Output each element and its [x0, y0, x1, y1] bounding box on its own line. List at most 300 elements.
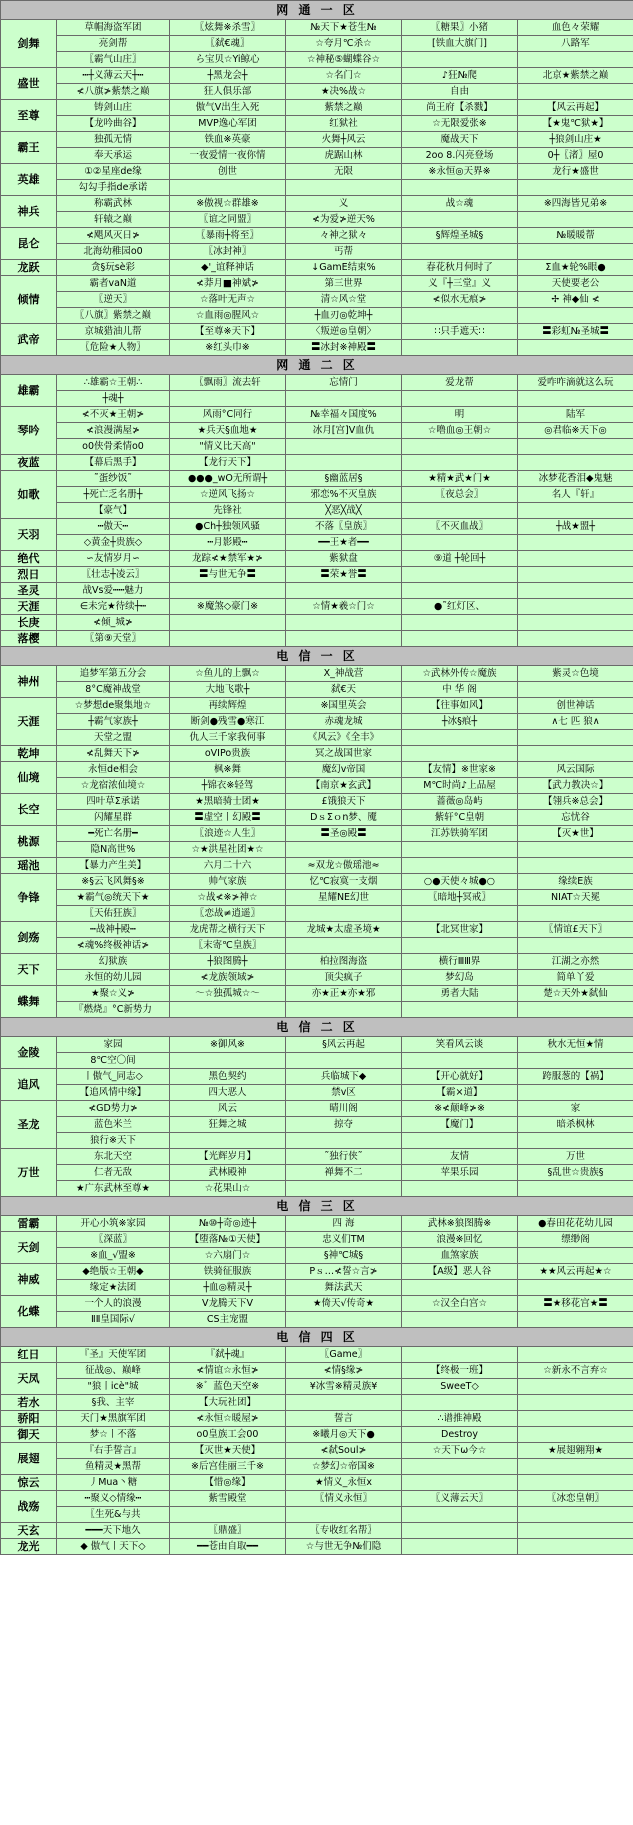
server-name: 霸王: [1, 132, 57, 164]
guild-cell: ★精★武★门★: [402, 471, 518, 487]
guild-cell: [402, 858, 518, 874]
guild-cell: 々神之狱々: [286, 228, 402, 244]
table-row: [1, 874, 633, 890]
guild-cell: 江湖之亦然: [518, 954, 633, 970]
guild-cell: [402, 535, 518, 551]
guild-cell: 再续辉煌: [170, 698, 286, 714]
guild-cell: NIAT☆天冕: [518, 890, 633, 906]
section-header-row: [1, 647, 633, 666]
guild-cell: 魔幻v帝国: [286, 762, 402, 778]
server-name: 仙境: [1, 762, 57, 794]
table-row: [1, 826, 633, 842]
guild-cell: 〖天佑狂族〗: [57, 906, 170, 922]
guild-cell: [402, 1459, 518, 1475]
guild-cell: 一个人的浪漫: [57, 1296, 170, 1312]
table-row: [1, 1491, 633, 1507]
guild-cell: [402, 244, 518, 260]
guild-cell: ※゛蓝色天空※: [170, 1379, 286, 1395]
guild-cell: №天下★苍生№: [286, 20, 402, 36]
guild-cell: 『燃烧』°C新势力: [57, 1002, 170, 1018]
guild-cell: 赤魂龙城: [286, 714, 402, 730]
guild-cell: 征战◎、巅峰: [57, 1363, 170, 1379]
guild-cell: 秋水无恒★情: [518, 1037, 633, 1053]
guild-cell: 隐N高世%: [57, 842, 170, 858]
table-row: [1, 68, 633, 84]
server-name: 雄霸: [1, 375, 57, 407]
server-name: 乾坤: [1, 746, 57, 762]
guild-cell: 〖霸气山庄〗: [57, 52, 170, 68]
table-row: [1, 20, 633, 36]
guild-cell: 笑看风云谈: [402, 1037, 518, 1053]
guild-cell: 8°C魔神战堂: [57, 682, 170, 698]
guild-cell: 【友情】※世家※: [402, 762, 518, 778]
guild-cell: 傲气V出生入死: [170, 100, 286, 116]
guild-cell: §辉煌圣城§: [402, 228, 518, 244]
guild-cell: ★霸气◎统天下★: [57, 890, 170, 906]
guild-cell: [518, 439, 633, 455]
guild-cell: 缘续E族: [518, 874, 633, 890]
guild-cell: ※御风※: [170, 1037, 286, 1053]
server-name: 骄阳: [1, 1411, 57, 1427]
guild-cell: 【武力教决☆】: [518, 778, 633, 794]
server-name: 圣灵: [1, 583, 57, 599]
guild-cell: ≮为爱≯逆天%: [286, 212, 402, 228]
guild-cell: ☆汉全白宫☆: [402, 1296, 518, 1312]
guild-cell: ○●天使々城●○: [402, 874, 518, 890]
guild-cell: [402, 615, 518, 631]
guild-cell: o0皇族工会00: [170, 1427, 286, 1443]
guild-cell: §我、主宰: [57, 1395, 170, 1411]
guild-cell: ┼战★盟┼: [518, 519, 633, 535]
guild-cell: [402, 1523, 518, 1539]
table-row: [1, 1347, 633, 1363]
table-row: [1, 340, 633, 356]
guild-cell: [518, 84, 633, 100]
guild-cell: §幽蓝居§: [286, 471, 402, 487]
guild-cell: 无限: [286, 164, 402, 180]
table-row: [1, 439, 633, 455]
server-name: 蝶舞: [1, 986, 57, 1018]
guild-cell: ☆神秘⑤蝴蝶谷☆: [286, 52, 402, 68]
guild-cell: ┼锦衣※轻驾: [170, 778, 286, 794]
guild-cell: 贪§玩sè彩: [57, 260, 170, 276]
guild-cell: [518, 551, 633, 567]
guild-cell: [402, 212, 518, 228]
table-row: [1, 1507, 633, 1523]
guild-cell: [518, 858, 633, 874]
guild-cell: ∈未完★待续┼┅: [57, 599, 170, 615]
table-row: [1, 1002, 633, 1018]
guild-cell: 仇人三千家我何事: [170, 730, 286, 746]
guild-cell: 〖夜总会〗: [402, 487, 518, 503]
guild-cell: №暖暖帮: [518, 228, 633, 244]
guild-cell: 四叶草Σ承诺: [57, 794, 170, 810]
server-name: 神州: [1, 666, 57, 698]
guild-cell: 四大恶人: [170, 1085, 286, 1101]
table-row: [1, 682, 633, 698]
guild-cell: 弑€天: [286, 682, 402, 698]
guild-cell: 万世: [518, 1149, 633, 1165]
guild-cell: 〖不灭血战〗: [402, 519, 518, 535]
guild-cell: [286, 455, 402, 471]
guild-cell: ☆落叶无声☆: [170, 292, 286, 308]
table-row: [1, 1069, 633, 1085]
server-name: 长空: [1, 794, 57, 826]
guild-cell: ≮飓风灭日≯: [57, 228, 170, 244]
guild-cell: ●●●_wO无所谓┼: [170, 471, 286, 487]
table-row: [1, 1312, 633, 1328]
table-row: [1, 1216, 633, 1232]
guild-cell: [402, 1539, 518, 1555]
guild-cell: 紫禁之巅: [286, 100, 402, 116]
guild-cell: o0侠骨柔情o0: [57, 439, 170, 455]
table-row: [1, 1248, 633, 1264]
server-name: 龙跃: [1, 260, 57, 276]
section-header-row: [1, 356, 633, 375]
guild-cell: 霸者vaN道: [57, 276, 170, 292]
guild-cell: [518, 1280, 633, 1296]
table-row: [1, 1264, 633, 1280]
guild-cell: 狂人俱乐部: [170, 84, 286, 100]
guild-cell: 柏拉图海盗: [286, 954, 402, 970]
guild-cell: [518, 906, 633, 922]
table-row: [1, 260, 633, 276]
guild-cell: ◎君临※天下◎: [518, 423, 633, 439]
guild-cell: [286, 906, 402, 922]
guild-cell: 【★鬼℃狱★】: [518, 116, 633, 132]
guild-cell: [402, 439, 518, 455]
table-row: [1, 1181, 633, 1197]
guild-cell: ☆武林外传☆魔族: [402, 666, 518, 682]
guild-cell: [518, 212, 633, 228]
guild-cell: 【追风情中缘】: [57, 1085, 170, 1101]
guild-cell: SweeT◇: [402, 1379, 518, 1395]
guild-cell: ◇黄金┼贵族◇: [57, 535, 170, 551]
guild-cell: [286, 631, 402, 647]
guild-cell: ━死亡名册━: [57, 826, 170, 842]
table-row: [1, 842, 633, 858]
guild-cell: ●Ch┼独领风骚: [170, 519, 286, 535]
guild-cell: [402, 1053, 518, 1069]
guild-cell: [402, 180, 518, 196]
guild-cell: [402, 746, 518, 762]
guild-cell: [518, 567, 633, 583]
guild-cell: 北京★紫禁之巅: [518, 68, 633, 84]
guild-cell: 狂舞之城: [170, 1117, 286, 1133]
guild-cell: 〖糖果〗小猪: [402, 20, 518, 36]
guild-cell: [518, 615, 633, 631]
guild-cell: 〖第⑨天堂〗: [57, 631, 170, 647]
server-name: 剑舞: [1, 20, 57, 68]
guild-cell: 0┼〖渚〗屋0: [518, 148, 633, 164]
guild-cell: [402, 1133, 518, 1149]
guild-cell: 亦★正★亦★邪: [286, 986, 402, 1002]
server-name: 展翅: [1, 1443, 57, 1475]
guild-cell: [518, 1133, 633, 1149]
server-name: 战殇: [1, 1491, 57, 1523]
guild-cell: ∽友情岁月∽: [57, 551, 170, 567]
guild-cell: 〖八旗〗紫禁之巅: [57, 308, 170, 324]
table-row: [1, 810, 633, 826]
table-row: [1, 1053, 633, 1069]
guild-cell: ★黑暗骑士团★: [170, 794, 286, 810]
table-row: [1, 52, 633, 68]
guild-cell: 狼行※天下: [57, 1133, 170, 1149]
server-name: 倾情: [1, 276, 57, 324]
table-row: [1, 116, 633, 132]
guild-cell: 武林殿神: [170, 1165, 286, 1181]
guild-cell: 枫※舞: [170, 762, 286, 778]
server-name: 天凤: [1, 1363, 57, 1395]
guild-cell: [518, 308, 633, 324]
guild-cell: ☆梦想de聚集地☆: [57, 698, 170, 714]
table-row: [1, 1379, 633, 1395]
table-row: [1, 391, 633, 407]
guild-cell: 〖暗地┼冥戒〗: [402, 890, 518, 906]
guild-cell: £饿狼天下: [286, 794, 402, 810]
guild-cell: 〖Game〗: [286, 1347, 402, 1363]
guild-cell: 江苏铁骑军团: [402, 826, 518, 842]
table-row: [1, 503, 633, 519]
server-name: 如歌: [1, 471, 57, 519]
guild-cell: ≮莽月■神斌≯: [170, 276, 286, 292]
table-row: [1, 1427, 633, 1443]
guild-cell: 《风云》《全丰》: [286, 730, 402, 746]
guild-cell: ≮魂%终极神话≯: [57, 938, 170, 954]
guild-cell: [286, 1133, 402, 1149]
guild-cell: ※傲视☆群雄※: [170, 196, 286, 212]
table-row: [1, 906, 633, 922]
guild-cell: 【灭世★天使】: [170, 1443, 286, 1459]
guild-cell: 〖专收红名帮〗: [286, 1523, 402, 1539]
guild-cell: [518, 746, 633, 762]
guild-cell: 鱼精灵★黑帮: [57, 1459, 170, 1475]
guild-cell: ∧七 匹 狼∧: [518, 714, 633, 730]
guild-cell: 暗杀枫林: [518, 1117, 633, 1133]
guild-cell: "情义比天高": [170, 439, 286, 455]
guild-cell: [402, 842, 518, 858]
server-name: 红日: [1, 1347, 57, 1363]
table-row: [1, 1523, 633, 1539]
guild-cell: [170, 615, 286, 631]
guild-cell: 舞法武天: [286, 1280, 402, 1296]
table-row: [1, 890, 633, 906]
guild-cell: ◆ 傲气丨天下◇: [57, 1539, 170, 1555]
guild-cell: [402, 308, 518, 324]
server-name: 万世: [1, 1149, 57, 1197]
table-row: [1, 1133, 633, 1149]
guild-cell: ˜独行侠˜: [286, 1149, 402, 1165]
guild-cell: [286, 1507, 402, 1523]
guild-cell: 【北冥世家】: [402, 922, 518, 938]
table-row: [1, 583, 633, 599]
guild-cell: ┅傲天┅: [57, 519, 170, 535]
guild-cell: 【幕后黑手】: [57, 455, 170, 471]
guild-cell: [286, 842, 402, 858]
guild-cell: 创世: [170, 164, 286, 180]
guild-cell: ★★风云再起★☆: [518, 1264, 633, 1280]
guild-cell: 【灭★世】: [518, 826, 633, 842]
guild-cell: 明: [402, 407, 518, 423]
table-row: [1, 922, 633, 938]
guild-cell: [402, 1507, 518, 1523]
guild-cell: 家园: [57, 1037, 170, 1053]
guild-cell: 简单丫爱: [518, 970, 633, 986]
guild-cell: 铁血※英豪: [170, 132, 286, 148]
guild-cell: ※四海皆兄弟※: [518, 196, 633, 212]
table-row: [1, 1395, 633, 1411]
guild-cell: [402, 503, 518, 519]
guild-cell: [402, 631, 518, 647]
guild-cell: 【龙吟曲谷】: [57, 116, 170, 132]
guild-cell: 黑色契约: [170, 1069, 286, 1085]
guild-cell: 北海幼稚园o0: [57, 244, 170, 260]
guild-cell: [518, 599, 633, 615]
guild-cell: 〓圣◎殿〓: [286, 826, 402, 842]
guild-cell: [286, 615, 402, 631]
guild-cell: [518, 1475, 633, 1491]
table-row: [1, 858, 633, 874]
section-header-row: [1, 1, 633, 20]
guild-cell: 忆℃寂寞一支烟: [286, 874, 402, 890]
guild-cell: 称霸武林: [57, 196, 170, 212]
guild-cell: 亮剑帮: [57, 36, 170, 52]
guild-cell: [402, 340, 518, 356]
guild-cell: 血色々荣耀: [518, 20, 633, 36]
guild-cell: ┼黑龙会┼: [170, 68, 286, 84]
guild-cell: ☆梦幻☆帝国※: [286, 1459, 402, 1475]
guild-cell: [286, 1181, 402, 1197]
guild-cell: [402, 1181, 518, 1197]
guild-cell: [518, 1002, 633, 1018]
guild-cell: 紫灵☆色境: [518, 666, 633, 682]
guild-cell: 八路军: [518, 36, 633, 52]
table-row: [1, 1165, 633, 1181]
guild-cell: "狼丨icè"城: [57, 1379, 170, 1395]
guild-cell: 【堕落№①天使】: [170, 1232, 286, 1248]
guild-cell: 丨傲气_同志◇: [57, 1069, 170, 1085]
server-name: 天剑: [1, 1232, 57, 1264]
guild-cell: 战Vs爱┅┅魅力: [57, 583, 170, 599]
guild-cell: [402, 583, 518, 599]
table-row: [1, 1539, 633, 1555]
table-row: [1, 455, 633, 471]
server-name: 天下: [1, 954, 57, 986]
server-name: 英雄: [1, 164, 57, 196]
guild-cell: ●˜红灯区、: [402, 599, 518, 615]
guild-cell: 铁骑征服族: [170, 1264, 286, 1280]
table-row: [1, 487, 633, 503]
server-name: 烈日: [1, 567, 57, 583]
table-row: [1, 1459, 633, 1475]
table-row: [1, 698, 633, 714]
guild-cell: 〈叛逆◎皇朝〉: [286, 324, 402, 340]
table-row: [1, 986, 633, 1002]
guild-cell: 〖暴雨┼将至〗: [170, 228, 286, 244]
guild-cell: 名人『轩』: [518, 487, 633, 503]
guild-cell: 紫轩°C皇朝: [402, 810, 518, 826]
guild-cell: ━━苍由自取━━: [170, 1539, 286, 1555]
server-name: 龙光: [1, 1539, 57, 1555]
guild-cell: 闪耀星群: [57, 810, 170, 826]
guild-cell: 〖逆天〗: [57, 292, 170, 308]
guild-cell: ┅聚义◇情缘┅: [57, 1491, 170, 1507]
table-row: [1, 1085, 633, 1101]
table-row: [1, 276, 633, 292]
guild-cell: [402, 52, 518, 68]
table-row: [1, 308, 633, 324]
guild-cell: [170, 1507, 286, 1523]
guild-cell: 红狱社: [286, 116, 402, 132]
table-row: [1, 100, 633, 116]
guild-cell: ☆情★羲☆门☆: [286, 599, 402, 615]
guild-cell: [286, 1053, 402, 1069]
guild-cell: 风云: [170, 1101, 286, 1117]
guild-cell: 勇者大陆: [402, 986, 518, 1002]
guild-cell: 〖义薄云天〗: [402, 1491, 518, 1507]
guild-cell: [518, 842, 633, 858]
guild-cell: MVP逸心军团: [170, 116, 286, 132]
guild-cell: [518, 1427, 633, 1443]
guild-cell: ☆六扇门☆: [170, 1248, 286, 1264]
guild-cell: 『圣』天使军团: [57, 1347, 170, 1363]
guild-cell: ≮浪漫满屋≯: [57, 423, 170, 439]
guild-cell: 缥缈阁: [518, 1232, 633, 1248]
table-row: [1, 778, 633, 794]
server-name: 御天: [1, 1427, 57, 1443]
guild-cell: [286, 938, 402, 954]
guild-cell: Pｓ…≮誓☆言≯: [286, 1264, 402, 1280]
guild-cell: 友情: [402, 1149, 518, 1165]
guild-cell: [518, 535, 633, 551]
guild-cell: ★广东武林至尊★: [57, 1181, 170, 1197]
guild-cell: 【豪气】: [57, 503, 170, 519]
guild-cell: ※后宫佳丽三千※: [170, 1459, 286, 1475]
guild-cell: 清☆风☆堂: [286, 292, 402, 308]
guild-cell: 东北天空: [57, 1149, 170, 1165]
server-name: 天羽: [1, 519, 57, 551]
table-row: [1, 599, 633, 615]
guild-cell: 爱龙帮: [402, 375, 518, 391]
guild-cell: 【翎兵※总会】: [518, 794, 633, 810]
server-name: 化蝶: [1, 1296, 57, 1328]
guild-cell: 尚王府【杀戮】: [402, 100, 518, 116]
guild-cell: 天使要老公: [518, 276, 633, 292]
table-row: [1, 244, 633, 260]
guild-cell: [518, 340, 633, 356]
guild-cell: 〖飘雨〗流去轩: [170, 375, 286, 391]
server-name: 瑶池: [1, 858, 57, 874]
guild-cell: 〖生死&与共: [57, 1507, 170, 1523]
server-name: 追风: [1, 1069, 57, 1101]
guild-cell: ◆绝版☆王朝◆: [57, 1264, 170, 1280]
guild-cell: 四 海: [286, 1216, 402, 1232]
guild-cell: 〓荣★誉〓: [286, 567, 402, 583]
guild-cell: 紫雪殿堂: [170, 1491, 286, 1507]
section-title: 电 信 一 区: [1, 647, 633, 666]
table-row: [1, 1037, 633, 1053]
guild-cell: ☆与世无争№们隐: [286, 1539, 402, 1555]
guild-cell: ～☆独孤城☆～: [170, 986, 286, 1002]
server-name: 天玄: [1, 1523, 57, 1539]
guild-cell: [518, 1379, 633, 1395]
guild-cell: ☆无限爱张※: [402, 116, 518, 132]
guild-cell: 陆军: [518, 407, 633, 423]
guild-cell: [402, 1347, 518, 1363]
guild-cell: 〖谊之同盟〗: [170, 212, 286, 228]
guild-cell: ◆'_谊释神话: [170, 260, 286, 276]
guild-cell: 楚☆天外★弑仙: [518, 986, 633, 1002]
